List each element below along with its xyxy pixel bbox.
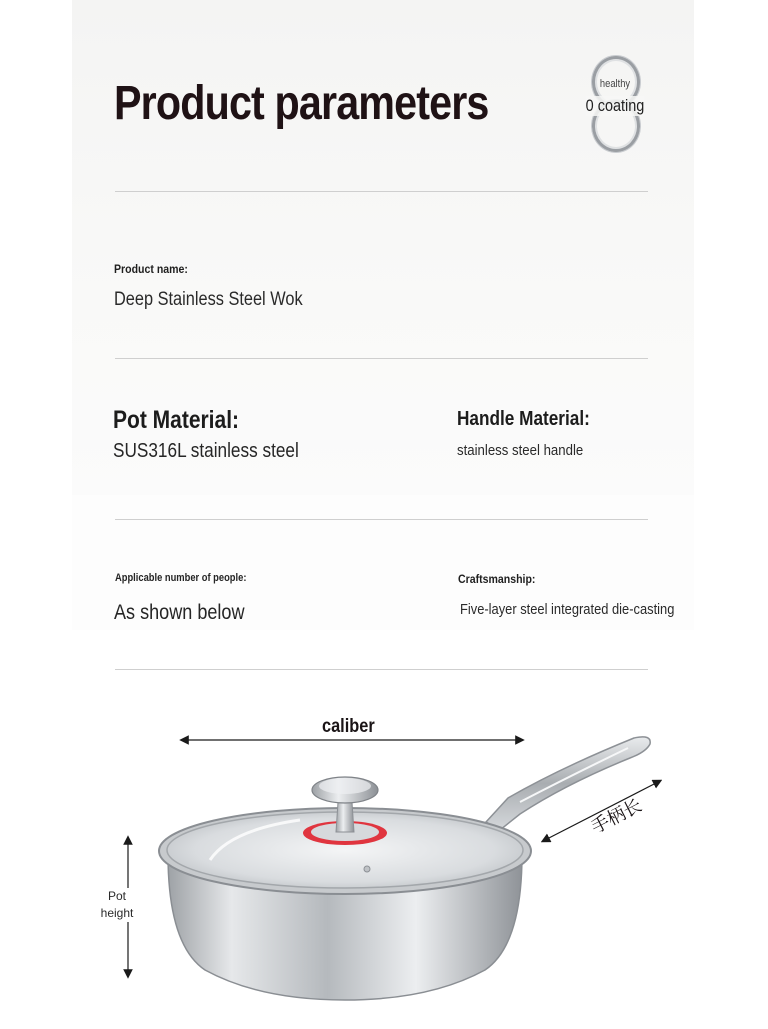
page-title: Product parameters bbox=[114, 77, 489, 130]
badge-small-text: healthy bbox=[599, 78, 631, 90]
pot-height-label-line2: height bbox=[100, 906, 134, 920]
wok-dimension-diagram bbox=[0, 690, 768, 1024]
badge-large-text: 0 coating bbox=[585, 96, 645, 115]
applicable-people-value: As shown below bbox=[114, 601, 245, 624]
handle-material-value: stainless steel handle bbox=[457, 442, 584, 459]
craftsmanship-value: Five-layer steel integrated die-casting bbox=[460, 601, 675, 618]
pot-height-label-line1: Pot bbox=[107, 889, 126, 903]
handle-material-label: Handle Material: bbox=[457, 408, 590, 430]
zero-coating-badge bbox=[582, 56, 648, 152]
caliber-label: caliber bbox=[322, 716, 375, 737]
divider bbox=[115, 519, 648, 520]
applicable-people-label: Applicable number of people: bbox=[115, 572, 247, 584]
handle-length-label: 手柄长 bbox=[587, 795, 646, 839]
pot-material-label: Pot Material: bbox=[113, 406, 240, 434]
divider bbox=[115, 669, 648, 670]
divider bbox=[115, 191, 648, 192]
pot-material-value: SUS316L stainless steel bbox=[113, 440, 299, 462]
product-name-value: Deep Stainless Steel Wok bbox=[114, 289, 303, 310]
product-name-label: Product name: bbox=[114, 262, 188, 276]
wok-illustration bbox=[0, 690, 768, 1024]
craftsmanship-label: Craftsmanship: bbox=[458, 572, 536, 586]
divider bbox=[115, 358, 648, 359]
pot-height-label bbox=[94, 888, 140, 922]
